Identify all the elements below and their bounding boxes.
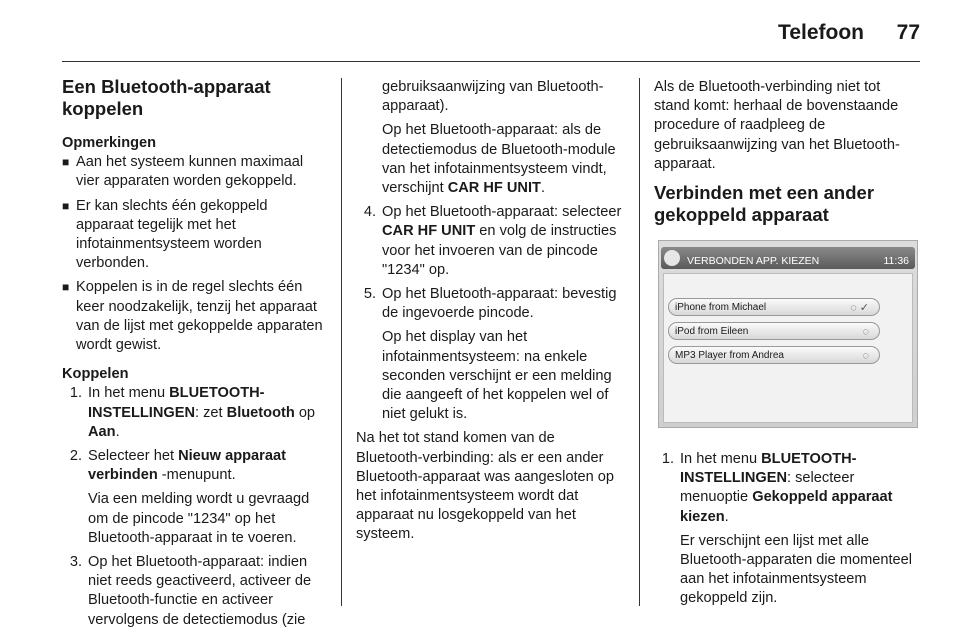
column-3 bbox=[654, 78, 920, 614]
device-item[interactable]: iPod from Eileen ◌ bbox=[668, 322, 880, 340]
pairing-steps-cont bbox=[356, 203, 624, 424]
device-item[interactable]: iPhone from Michael ◌ ✓ bbox=[668, 298, 880, 316]
bullet-square-icon: ■ bbox=[62, 155, 70, 170]
screen-clock: 11:36 bbox=[883, 255, 909, 268]
section-heading-connect: Verbinden met een ander gekoppeld apparaat bbox=[654, 182, 875, 226]
intro-paragraph: Als de Bluetooth-verbinding niet tot stand komt: herhaal de bovenstaande procedure of raadpleeg de gebruiksaanwijzing van het Bluetooth-apparaat. bbox=[654, 79, 900, 172]
notes-title: Opmerkingen bbox=[62, 135, 157, 151]
connected-check-icon: ◌ ✓ bbox=[850, 302, 869, 315]
device-screen-image bbox=[658, 240, 918, 428]
device-item[interactable]: MP3 Player from Andrea ◌ bbox=[668, 346, 880, 364]
connect-steps bbox=[654, 450, 920, 609]
bullet-square-icon: ■ bbox=[62, 198, 70, 213]
device-list bbox=[663, 273, 913, 423]
closing-paragraph: Na het tot stand komen van de Bluetooth-verbinding: als er een ander Bluetooth-apparaat was aangesloten op het infotainmentsysteem wordt dat apparaat nu losgekoppeld van het systeem. bbox=[356, 430, 615, 543]
page-header bbox=[0, 0, 960, 62]
note-item: ■ Aan het systeem kunnen maximaal vier apparaten worden gekoppeld. bbox=[62, 154, 304, 190]
step-paragraph: Op het Bluetooth-apparaat: als de detectiemodus de Bluetooth-module van het infotainmentsysteem vindt, verschijnt CAR HF UNIT. bbox=[382, 122, 616, 197]
column-2 bbox=[356, 78, 624, 545]
screen-title-bar bbox=[661, 247, 915, 269]
step-item: 4. Op het Bluetooth-apparaat: selecteer CAR HF UNIT en volg de instructies voor het invoeren van de pincode "1234" op. bbox=[363, 204, 622, 278]
page-title: Telefoon bbox=[778, 21, 864, 44]
screen-title: VERBONDEN APP. KIEZEN bbox=[687, 255, 820, 268]
page-number: 77 bbox=[896, 21, 920, 44]
header-rule bbox=[62, 61, 920, 62]
bullet-square-icon: ■ bbox=[62, 280, 70, 295]
step-item: 1. In het menu BLUETOOTH-INSTELLINGEN: zet Bluetooth op Aan. bbox=[69, 385, 316, 440]
step-continuation: gebruiksaanwijzing van Bluetooth-apparaat). bbox=[382, 79, 604, 115]
status-icon: ◌ bbox=[862, 350, 869, 363]
status-icon: ◌ bbox=[862, 326, 869, 339]
section-heading-pairing: Een Bluetooth-apparaat koppelen bbox=[62, 76, 271, 119]
step-item: 5. Op het Bluetooth-apparaat: bevestig de ingevoerde pincode. Op het display van het infotainmentsysteem: na enkele seconden verschijnt er een melding die aangeeft of het koppelen wel of niet gelukt is. bbox=[363, 286, 617, 423]
note-item: ■ Koppelen is in de regel slechts één keer noodzakelijk, tenzij het apparaat van de lijst met gekoppelde apparaten wordt gewist. bbox=[62, 279, 323, 354]
menu-logo-icon bbox=[664, 250, 680, 266]
column-divider-1 bbox=[341, 78, 342, 606]
notes-list bbox=[62, 153, 326, 355]
step-item: 2. Selecteer het Nieuw apparaat verbinden -menupunt. Via een melding wordt u gevraagd om de pincode "1234" op het Bluetooth-apparaat in te voeren. bbox=[69, 448, 310, 546]
step-item: 1. In het menu BLUETOOTH-INSTELLINGEN: selecteer menuoptie Gekoppeld apparaat kiezen. Er verschijnt een lijst met alle Bluetooth-apparaten die momenteel aan het infotainmentsysteem gekoppeld zijn. bbox=[661, 451, 913, 607]
note-item: ■ Er kan slechts één gekoppeld apparaat tegelijk met het infotainmentsysteem worden verbonden. bbox=[62, 197, 268, 272]
pairing-title: Koppelen bbox=[62, 366, 129, 383]
column-1 bbox=[62, 76, 326, 635]
pairing-steps bbox=[62, 384, 326, 629]
step-item: 3. Op het Bluetooth-apparaat: indien niet reeds geactiveerd, activeer de Bluetooth-functie en activeer vervolgens de detectiemodus (zie bbox=[69, 554, 312, 628]
column-divider-2 bbox=[639, 78, 640, 606]
